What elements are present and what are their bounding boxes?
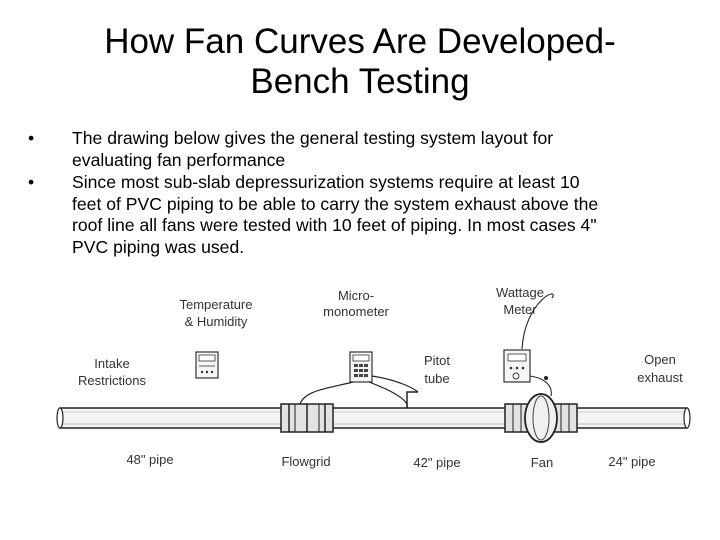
slide-title [20, 22, 700, 102]
pitot-tube [407, 392, 418, 408]
wattage-wire-2 [530, 376, 551, 396]
bullet-marker: • [28, 172, 35, 192]
fan-assembly [505, 394, 577, 442]
wire-connector [544, 376, 548, 380]
pressure-tube-1 [300, 382, 353, 404]
bullet-1-line-2: evaluating fan performance [72, 149, 286, 170]
pitot-label-1: Pitot [423, 353, 451, 368]
bullet-2-line-1: Since most sub-slab depressurization systems require at least 10 [72, 172, 580, 192]
temperature-label-1: Temperature [179, 297, 253, 312]
pressure-tube-2 [369, 382, 407, 408]
temperature-humidity-meter [196, 352, 218, 378]
bullet-1-line-1: The drawing below gives the general testing system layout for [72, 128, 554, 148]
wattage-label-2: Meter [503, 302, 537, 317]
title-line-2: Bench Testing [250, 62, 470, 101]
pipe-48-label: 48" pipe [126, 452, 174, 467]
pitot-label-2: tube [424, 371, 450, 386]
title-line-1: How Fan Curves Are Developed- [104, 22, 616, 61]
test-system-diagram [0, 275, 720, 475]
pipe-24-label: 24" pipe [608, 454, 656, 469]
flowgrid-coupling [281, 404, 333, 432]
wattage-label-1: Wattage [496, 285, 544, 300]
intake-label-2: Restrictions [78, 373, 146, 388]
micromonometer-device [350, 352, 372, 382]
micromonometer-label-1: Micro- [337, 288, 375, 303]
pressure-tube-3 [372, 376, 418, 392]
micromonometer-label-2: monometer [323, 304, 389, 319]
fan-label: Fan [530, 455, 554, 470]
temperature-label-2: & Humidity [184, 314, 248, 329]
bullet-list [28, 128, 698, 259]
bullet-item-2 [28, 172, 698, 258]
pipe-42-label: 42" pipe [413, 455, 461, 470]
open-exhaust-label-2: exhaust [637, 370, 683, 385]
flowgrid-label: Flowgrid [281, 454, 331, 469]
bullet-2-line-3: roof line all fans were tested with 10 feet of piping. In most cases 4" [72, 215, 597, 235]
pvc-pipe [57, 408, 690, 428]
bullet-item-1 [28, 128, 698, 171]
intake-label-1: Intake [94, 356, 130, 371]
bullet-marker: • [28, 128, 35, 148]
bullet-2-line-4: PVC piping was used. [72, 236, 245, 257]
wattage-meter-device [504, 350, 530, 382]
open-exhaust-label-1: Open [644, 352, 676, 367]
bullet-2-line-2: feet of PVC piping to be able to carry the system exhaust above the [72, 193, 599, 214]
